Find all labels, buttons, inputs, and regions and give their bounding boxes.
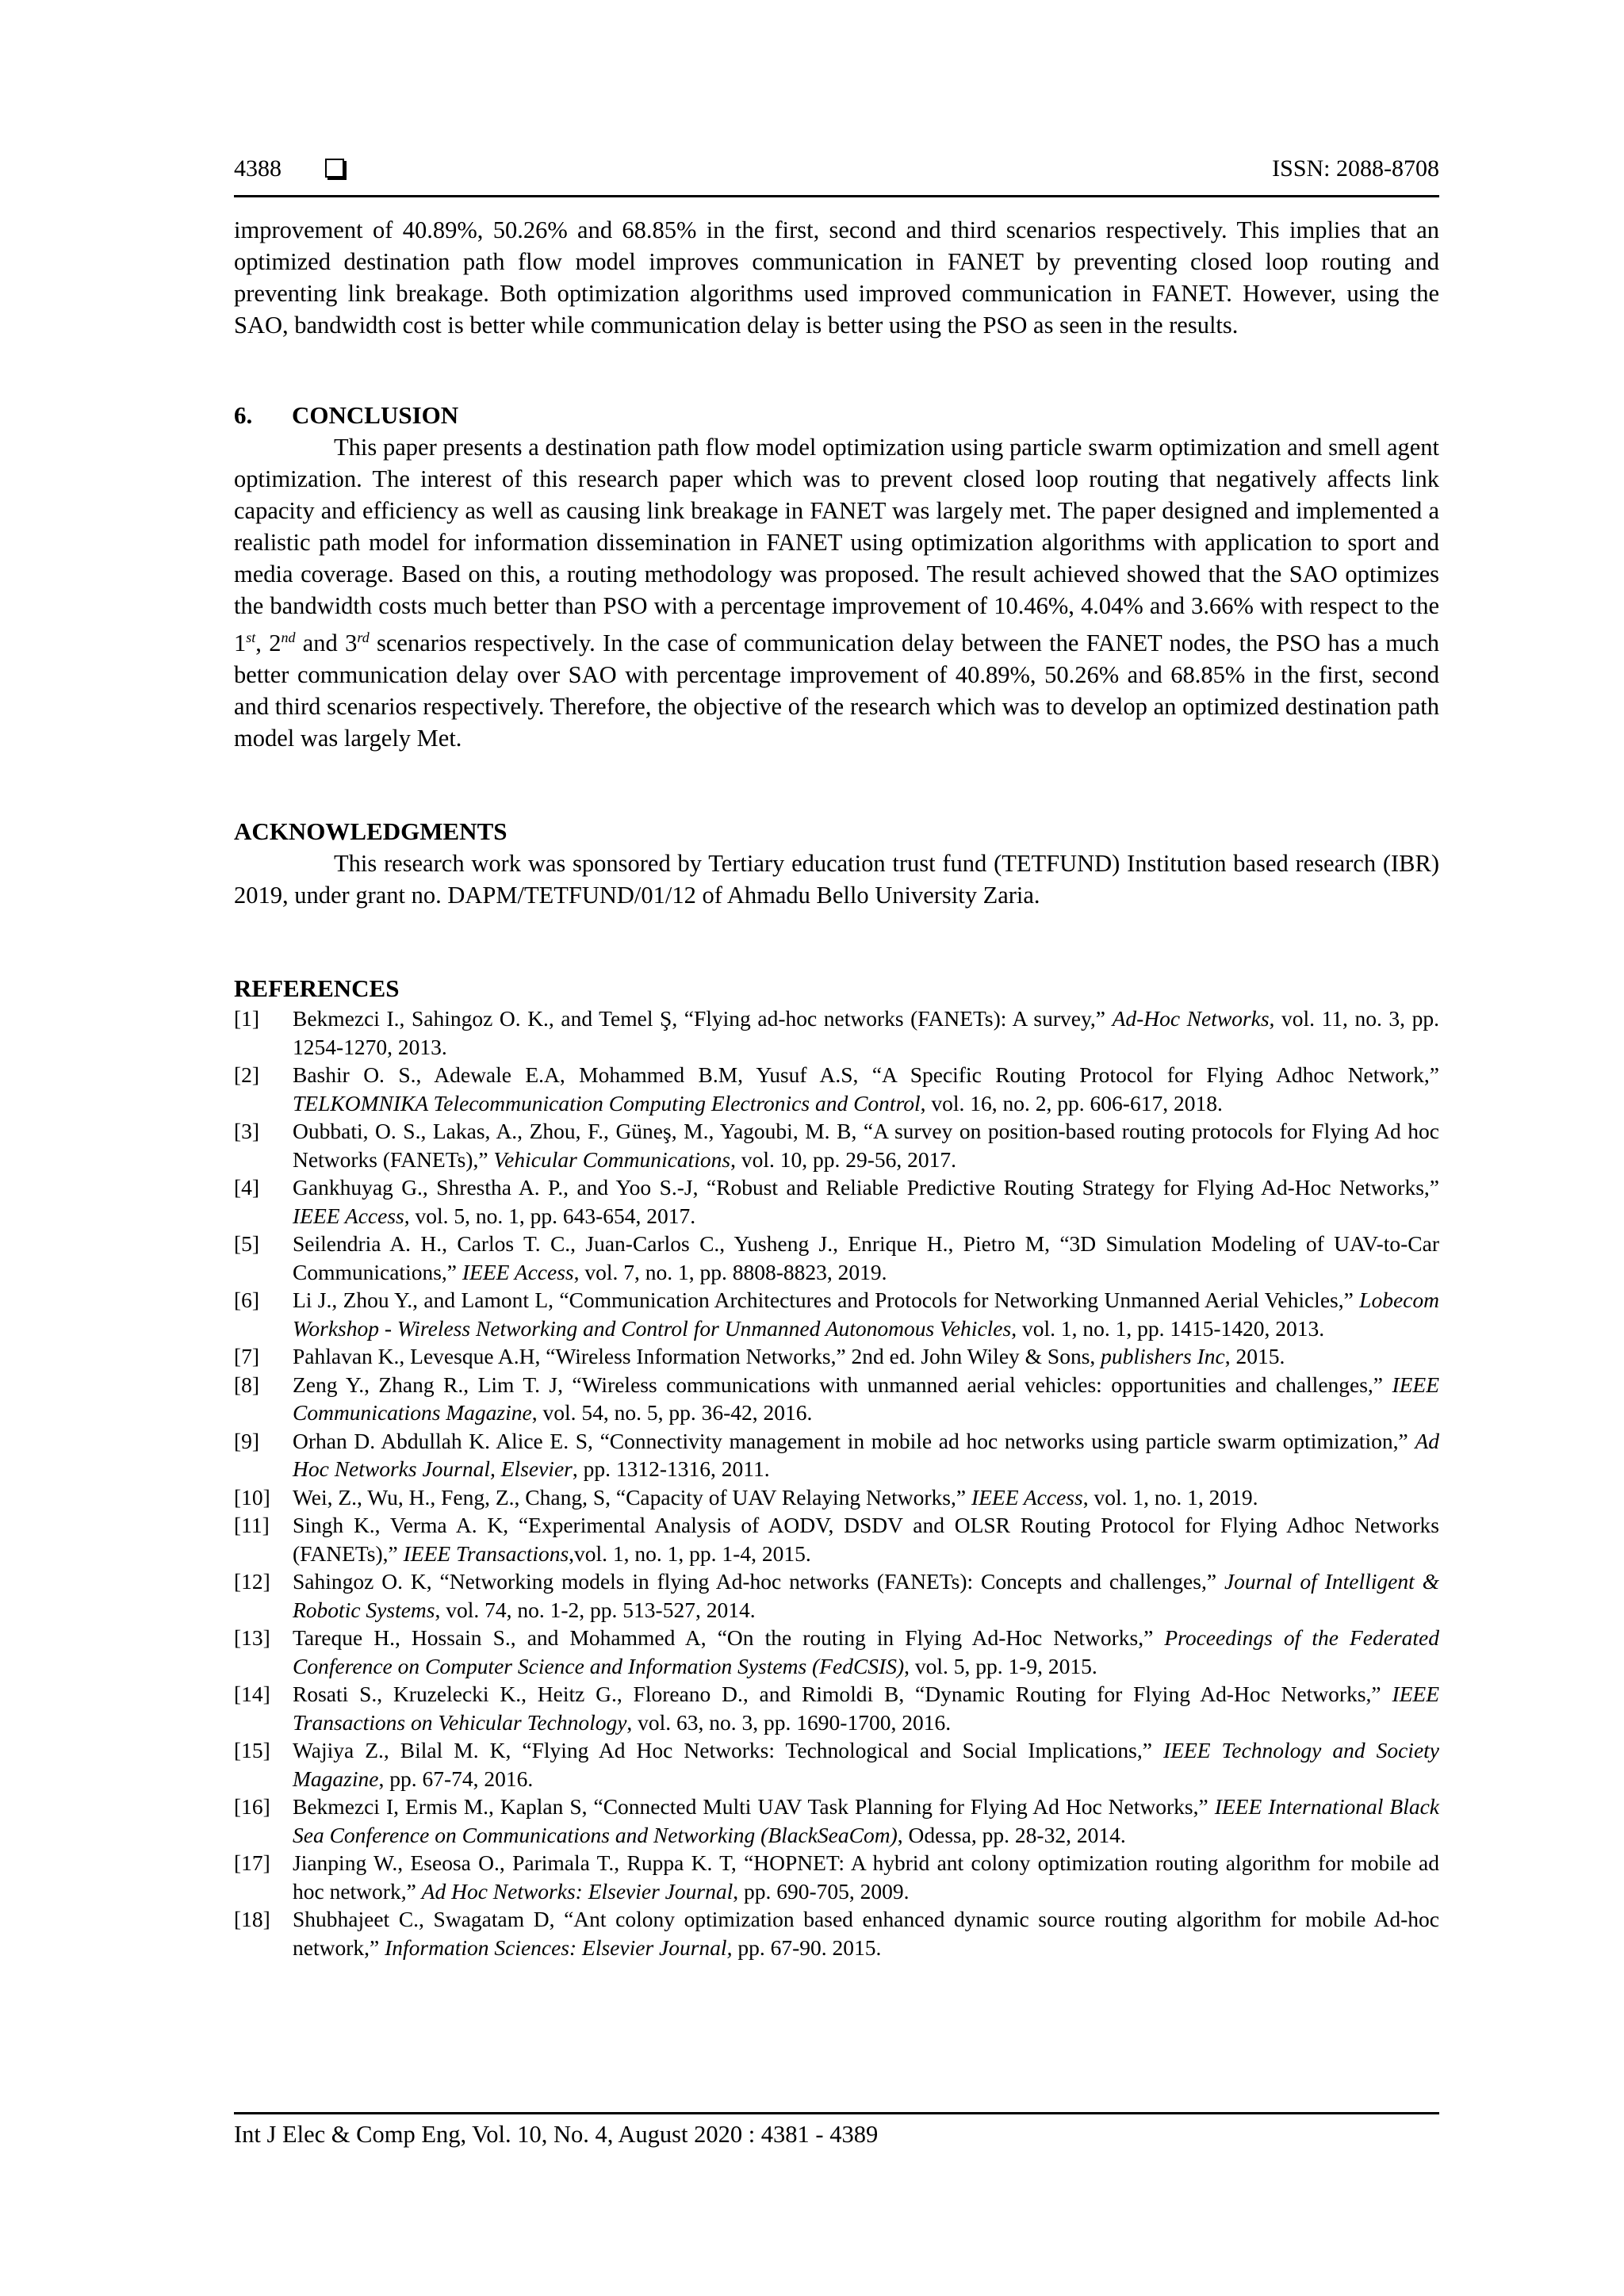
reference-authors-title: Tareque H., Hossain S., and Mohammed A, “On the routing in Flying Ad-Hoc Networks,” [293, 1625, 1165, 1651]
reference-number: [8] [234, 1372, 260, 1397]
reference-details: , 2015. [1224, 1344, 1285, 1369]
page-number: 4388 [234, 155, 282, 182]
reference-venue: IEEE Technology and Society Magazine [293, 1738, 1439, 1791]
reference-item [234, 1483, 1439, 1512]
reference-item [234, 1511, 1439, 1567]
reference-details: , vol. 63, no. 3, pp. 1690-1700, 2016. [626, 1709, 952, 1735]
reference-details: , pp. 67-74, 2016. [378, 1766, 534, 1791]
reference-details: ,vol. 1, no. 1, pp. 1-4, 2015. [569, 1540, 811, 1566]
issn-label: ISSN: 2088-8708 [1272, 155, 1439, 182]
journal-citation: Int J Elec & Comp Eng, Vol. 10, No. 4, August 2020 : 4381 - 4389 [234, 2121, 879, 2148]
reference-details: , Odessa, pp. 28-32, 2014. [897, 1822, 1126, 1847]
reference-number: [11] [234, 1513, 270, 1538]
reference-authors-title: Rosati S., Kruzelecki K., Heitz G., Floreano D., and Rimoldi B, “Dynamic Routing for Flying Ad-Hoc Networks,” [293, 1682, 1392, 1707]
reference-authors-title: Sahingoz O. K, “Networking models in flying Ad-hoc networks (FANETs): Concepts and challenges,” [293, 1569, 1224, 1594]
reference-number: [1] [234, 1006, 260, 1031]
reference-number: [17] [234, 1850, 270, 1876]
reference-number: [7] [234, 1344, 260, 1369]
reference-authors-title: Wei, Z., Wu, H., Feng, Z., Chang, S, “Capacity of UAV Relaying Networks,” [293, 1484, 971, 1510]
reference-venue: Ad Hoc Networks: Elsevier Journal [421, 1878, 733, 1904]
reference-venue: IEEE Communications Magazine [293, 1372, 1439, 1425]
conclusion-text-part: scenarios respectively. In the case of communication delay between the FANET nodes, the PSO has a much better communication delay over SAO with percentage improvement of 40.89%, 50.26% and 68.85% in the first, second and third scenarios respectively. Therefore, the objective of the research which was to develop an optimized destination path model was largely Met. [234, 629, 1440, 752]
reference-item [234, 1905, 1439, 1961]
reference-authors-title: Bashir O. S., Adewale E.A, Mohammed B.M, Yusuf A.S, “A Specific Routing Protocol for Flying Adhoc Network,” [293, 1062, 1439, 1088]
reference-item [234, 1371, 1439, 1427]
section-number: 6. [234, 401, 253, 429]
reference-number: [5] [234, 1231, 260, 1257]
reference-authors-title: Shubhajeet C., Swagatam D, “Ant colony optimization based enhanced dynamic source routing algorithm for mobile Ad-hoc network,” [293, 1907, 1439, 1960]
reference-venue: Vehicular Communications [493, 1146, 731, 1172]
reference-item [234, 1286, 1439, 1342]
intro-paragraph: improvement of 40.89%, 50.26% and 68.85% in the first, second and third scenarios respectively. This implies that an optimized destination path flow model improves communication in FANET by preventing closed loop routing and preventing link breakage. Both optimization algorithms used improved communication in FANET. However, using the SAO, bandwidth cost is better while communication delay is better using the PSO as seen in the results. [234, 216, 1439, 339]
reference-venue: IEEE Access [462, 1259, 574, 1284]
references-heading: REFERENCES [234, 974, 400, 1003]
conclusion-text-part: This paper presents a destination path flow model optimization using particle swarm optimization and smell agent optimization. The interest of this research paper which was to prevent closed loop routing that negatively affects link capacity and efficiency as well as causing link breakage in FANET was largely met. The paper designed and implemented a realistic path model for information dissemination in FANET using optimization algorithms with application to sport and media coverage. Based on this, a routing methodology was proposed. The result achieved showed that the SAO optimizes the bandwidth costs much better than PSO with a percentage improvement of 10.46%, 4.04% and 3.66% with respect to the 1 [234, 434, 1439, 657]
acknowledgments-heading: ACKNOWLEDGMENTS [234, 817, 508, 846]
conclusion-text-part: and 3 [295, 629, 358, 657]
reference-item [234, 1427, 1439, 1483]
square-bullet-icon [325, 159, 344, 178]
reference-details: , vol. 1, no. 1, 2019. [1082, 1484, 1258, 1510]
reference-authors-title: Singh K., Verma A. K, “Experimental Analysis of AODV, DSDV and OLSR Routing Protocol for Flying Adhoc Networks (FANETs),” [293, 1513, 1439, 1566]
reference-authors-title: Pahlavan K., Levesque A.H, “Wireless Information Networks,” 2nd ed. John Wiley & Sons, [293, 1344, 1101, 1369]
reference-authors-title: Gankhuyag G., Shrestha A. P., and Yoo S.-J, “Robust and Reliable Predictive Routing Strategy for Flying Ad-Hoc Networks,” [293, 1175, 1439, 1200]
reference-venue: Ad-Hoc Networks, [1112, 1006, 1275, 1031]
reference-venue: IEEE Access [971, 1484, 1083, 1510]
reference-details: vol. 11, no. 3, pp. 1254-1270, 2013. [293, 1006, 1439, 1059]
reference-details: , vol. 1, no. 1, pp. 1415-1420, 2013. [1011, 1315, 1325, 1341]
reference-item [234, 1061, 1439, 1117]
reference-details: pp. 67-90. 2015. [732, 1934, 882, 1960]
reference-details: , vol. 54, no. 5, pp. 36-42, 2016. [531, 1400, 813, 1425]
reference-venue: IEEE Transactions on Vehicular Technology [293, 1682, 1439, 1735]
reference-details: , pp. 690-705, 2009. [733, 1878, 910, 1904]
conclusion-paragraph [234, 431, 1439, 754]
reference-details: , vol. 7, no. 1, pp. 8808-8823, 2019. [573, 1259, 887, 1284]
reference-item [234, 1117, 1439, 1173]
conclusion-text-part: , 2 [255, 629, 282, 657]
reference-item [234, 1736, 1439, 1793]
reference-item [234, 1624, 1439, 1680]
reference-authors-title: Seilendria A. H., Carlos T. C., Juan-Carlos C., Yusheng J., Enrique H., Pietro M, “3D Simulation Modeling of UAV-to-Car Communications,” [293, 1231, 1439, 1284]
reference-venue: Journal of Intelligent & Robotic Systems [293, 1569, 1440, 1622]
reference-venue: Lobecom Workshop - Wireless Networking and Control for Unmanned Autonomous Vehicles [293, 1288, 1439, 1341]
reference-number: [12] [234, 1569, 270, 1594]
reference-venue: IEEE International Black Sea Conference on Communications and Networking (BlackSeaCom) [293, 1794, 1440, 1847]
reference-authors-title: Li J., Zhou Y., and Lamont L, “Communication Architectures and Protocols for Networking Unmanned Aerial Vehicles,” [293, 1288, 1360, 1313]
section-title: CONCLUSION [292, 401, 459, 429]
conclusion-heading [234, 400, 1439, 431]
reference-details: , vol. 10, pp. 29-56, 2017. [730, 1146, 957, 1172]
reference-number: [18] [234, 1907, 270, 1932]
reference-authors-title: Bekmezci I., Sahingoz O. K., and Temel Ş, “Flying ad-hoc networks (FANETs): A survey,” [293, 1006, 1113, 1031]
page [234, 0, 1439, 2296]
reference-venue: IEEE Transactions [403, 1540, 569, 1566]
reference-authors-title: Wajiya Z., Bilal M. K, “Flying Ad Hoc Networks: Technological and Social Implications,” [293, 1738, 1163, 1763]
reference-item [234, 1793, 1439, 1849]
reference-venue: Information Sciences: Elsevier Journal, [385, 1934, 733, 1960]
reference-item [234, 1680, 1439, 1736]
reference-venue: publishers Inc [1101, 1344, 1225, 1369]
reference-number: [6] [234, 1288, 260, 1313]
reference-item [234, 1173, 1439, 1230]
reference-authors-title: Zeng Y., Zhang R., Lim T. J, “Wireless communications with unmanned aerial vehicles: opportunities and challenges,” [293, 1372, 1392, 1397]
reference-item [234, 1567, 1439, 1624]
reference-number: [16] [234, 1794, 270, 1820]
reference-number: [13] [234, 1625, 270, 1651]
reference-item [234, 1004, 1439, 1061]
reference-details: vol. 5, no. 1, pp. 643-654, 2017. [409, 1203, 696, 1228]
reference-details: , vol. 74, no. 1-2, pp. 513-527, 2014. [435, 1597, 756, 1622]
reference-number: [15] [234, 1738, 270, 1763]
reference-number: [14] [234, 1682, 270, 1707]
reference-venue: Ad Hoc Networks Journal, Elsevier [293, 1428, 1439, 1482]
reference-number: [4] [234, 1175, 260, 1200]
reference-authors-title: Orhan D. Abdullah K. Alice E. S, “Connectivity management in mobile ad hoc networks using particle swarm optimization,” [293, 1428, 1415, 1453]
reference-number: [9] [234, 1428, 260, 1453]
reference-authors-title: Bekmezci I, Ermis M., Kaplan S, “Connected Multi UAV Task Planning for Flying Ad Hoc Networks,” [293, 1794, 1215, 1820]
article-body [234, 214, 1439, 1961]
reference-venue: TELKOMNIKA Telecommunication Computing Electronics and Control [293, 1090, 921, 1115]
reference-authors-title: Oubbati, O. S., Lakas, A., Zhou, F., Güneş, M., Yagoubi, M. B, “A survey on position-based routing protocols for Flying Ad hoc Networks (FANETs),” [293, 1119, 1439, 1172]
ordinal-suffix: st [246, 629, 256, 645]
reference-details: , vol. 5, pp. 1-9, 2015. [904, 1653, 1097, 1678]
reference-number: [10] [234, 1484, 270, 1510]
reference-number: [3] [234, 1119, 260, 1144]
reference-item [234, 1849, 1439, 1905]
reference-venue: Proceedings of the Federated Conference on Computer Science and Information Systems (FedCSIS) [293, 1625, 1440, 1678]
ordinal-suffix: rd [357, 629, 370, 645]
ordinal-suffix: nd [281, 629, 296, 645]
page-footer [234, 2112, 1439, 2149]
acknowledgments-paragraph: This research work was sponsored by Tertiary education trust fund (TETFUND) Institution based research (IBR) 2019, under grant no. DAPM/TETFUND/01/12 of Ahmadu Bello University Zaria. [234, 850, 1439, 909]
references-list [234, 1004, 1439, 1961]
reference-details: , vol. 16, no. 2, pp. 606-617, 2018. [920, 1090, 1223, 1115]
reference-number: [2] [234, 1062, 260, 1088]
reference-venue: IEEE Access, [293, 1203, 410, 1228]
reference-authors-title: Jianping W., Eseosa O., Parimala T., Ruppa K. T, “HOPNET: A hybrid ant colony optimization routing algorithm for mobile ad hoc network,” [293, 1850, 1439, 1904]
reference-item [234, 1230, 1439, 1286]
page-header [234, 155, 1439, 197]
reference-item [234, 1342, 1439, 1371]
reference-details: , pp. 1312-1316, 2011. [572, 1456, 770, 1482]
